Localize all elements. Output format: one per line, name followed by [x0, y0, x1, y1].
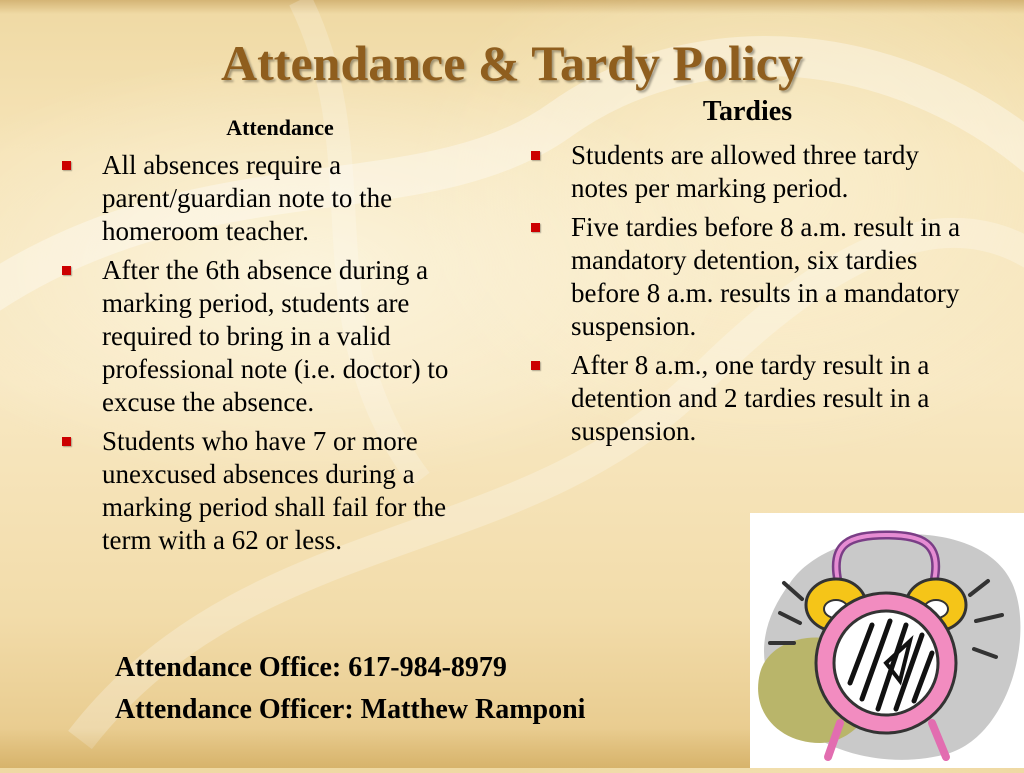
tardies-heading: Tardies — [702, 96, 793, 127]
list-item — [62, 425, 502, 557]
square-bullet-icon — [62, 161, 71, 170]
attendance-officer-name: Attendance Officer: Matthew Ramponi — [115, 694, 586, 725]
list-item — [531, 349, 961, 448]
slide-title: Attendance & Tardy Policy — [221, 35, 803, 91]
tardies-list — [531, 139, 961, 454]
list-item — [62, 254, 502, 419]
background-top-shade — [0, 0, 1024, 14]
list-item — [531, 211, 961, 343]
attendance-list — [62, 149, 502, 563]
square-bullet-icon — [531, 223, 540, 232]
list-item-text: All absences require a parent/guardian note to the homeroom teacher. — [102, 150, 393, 246]
attendance-heading: Attendance — [226, 115, 334, 140]
list-item — [531, 139, 961, 205]
square-bullet-icon — [531, 361, 540, 370]
list-item — [62, 149, 502, 248]
list-item-text: Students who have 7 or more unexcused absences during a marking period shall fail for the term with a 62 or less. — [102, 426, 447, 555]
list-item-text: After the 6th absence during a marking period, students are required to bring in a valid professional note (i.e. doctor) to excuse the absence. — [102, 255, 449, 417]
list-item-text: After 8 a.m., one tardy result in a detention and 2 tardies result in a suspension. — [571, 350, 930, 446]
square-bullet-icon — [62, 437, 71, 446]
square-bullet-icon — [62, 266, 71, 275]
list-item-text: Students are allowed three tardy notes per marking period. — [571, 140, 919, 203]
alarm-clock-clipart — [750, 513, 1024, 768]
attendance-office-phone: Attendance Office: 617-984-8979 — [115, 652, 507, 683]
square-bullet-icon — [531, 151, 540, 160]
list-item-text: Five tardies before 8 a.m. result in a mandatory detention, six tardies before 8 a.m. results in a mandatory suspension. — [571, 212, 961, 341]
alarm-clock-icon — [750, 513, 1024, 768]
